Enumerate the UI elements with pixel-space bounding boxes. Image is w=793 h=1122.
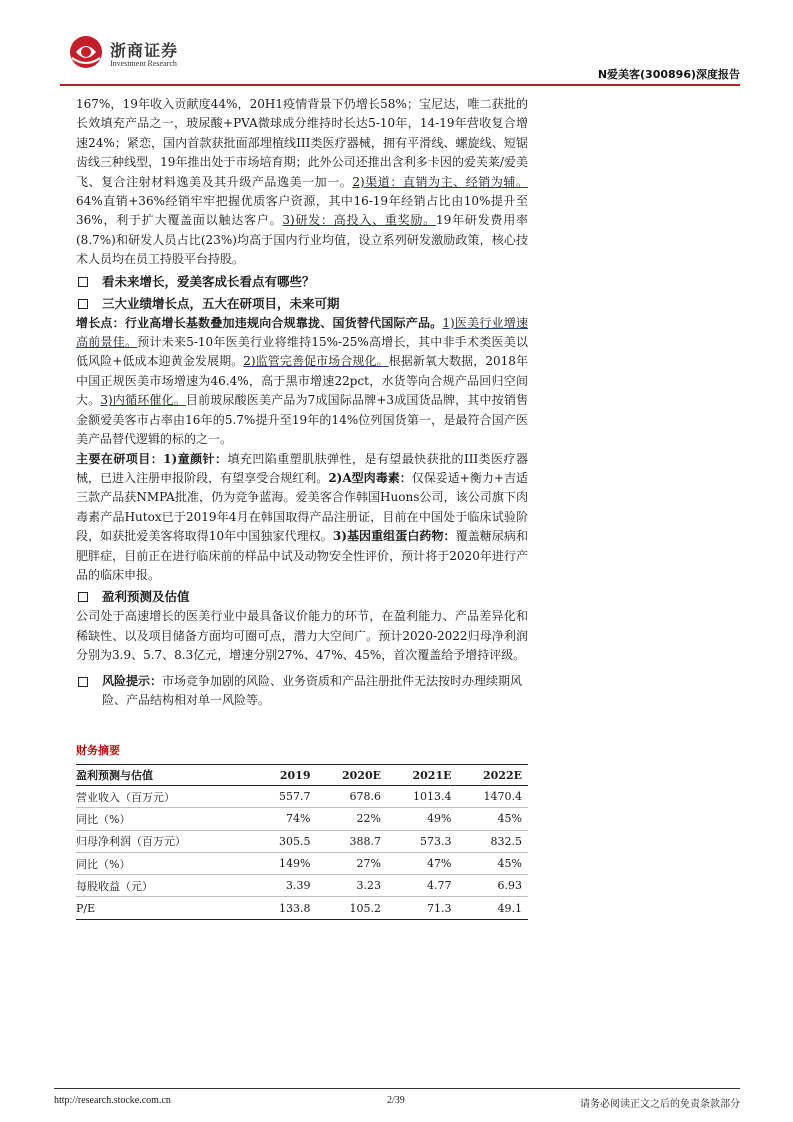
paragraph-products (76, 95, 528, 270)
underlined-point: 3)研发：高投入、重奖励。 (282, 213, 437, 228)
table-cell: P/E (76, 897, 258, 919)
table-row (76, 830, 528, 852)
table-cell: 305.5 (258, 830, 317, 852)
table-cell: 71.3 (387, 897, 458, 919)
table-cell: 45% (457, 852, 528, 874)
footer-disclaimer: 请务必阅读正文之后的免责条款部分 (580, 1099, 740, 1110)
text-segment: 19年研发费用率(8.7%)和研发人员占比(23%)均高于国内行业均值，设立系列研发激励政策，核心技术人员均在员工持股平台持股。 (76, 213, 528, 267)
table-row (76, 808, 528, 830)
financial-summary-title: 财务摘要 (76, 744, 120, 757)
table-cell: 45% (457, 808, 528, 830)
table-row (76, 897, 528, 919)
company-name-en: Investment Research (110, 59, 177, 68)
lead-text: 2)A型肉毒素： (328, 470, 412, 485)
table-cell: 归母净利润（百万元） (76, 830, 258, 852)
text-segment: 64%直销+36%经销牢牢把握优质客户资源，其中16-19年经销占比由10%提升至36%，利于扩大覆盖面以触达客户。 (76, 194, 528, 228)
table-cell: 47% (387, 852, 458, 874)
table-cell: 49% (387, 808, 458, 830)
footer-divider (54, 1088, 740, 1089)
text-segment: 覆盖糖尿病和肥胖症，目前正在进行临床前的样品中试及动物安全性评价，预计将于2020年进行产品的临床申报。 (76, 529, 528, 582)
text-segment: 填充凹陷重塑肌肤弹性，是有望最快获批的III类医疗器械，已进入注册申报阶段，有望享受合规红利。 (76, 451, 529, 485)
table-cell: 149% (258, 852, 317, 874)
checkbox-bullet-icon (78, 277, 88, 287)
underlined-point: 1)医美行业增速高前景佳。 (76, 315, 528, 350)
report-body (76, 95, 528, 710)
table-row (76, 786, 528, 808)
risk-text: 市场竞争加剧的风险、业务资质和产品注册批件无法按时办理续期风险、产品结构相对单一风险等。 (102, 673, 523, 707)
checkbox-bullet-icon (78, 299, 88, 309)
column-header: 2021E (387, 765, 458, 786)
text-segment: 目前玻尿酸医美产品为7成国际品牌+3成国货品牌，其中按销售金额爱美客市占率由16年的5.7%提升至19年的14%位列国货第一，是最符合国产医美产品替代逻辑的标的之一。 (76, 393, 528, 447)
page-number: 2/39 (387, 1095, 405, 1106)
checkbox-bullet-icon (78, 677, 88, 687)
risk-label: 风险提示： (102, 673, 163, 688)
table-cell: 3.23 (316, 875, 387, 897)
section-heading (76, 587, 528, 607)
underlined-point: 3)内循环催化。 (100, 393, 186, 408)
table-cell: 1470.4 (457, 786, 528, 808)
table-cell: 1013.4 (387, 786, 458, 808)
zheshang-logo-icon (68, 34, 104, 70)
text-segment: 根据新氧大数据，2018年中国正规医美市场增速为46.4%，高于黑市增速22pct，水货等向合规产品回归空间大。 (76, 354, 528, 408)
table-row (76, 875, 528, 897)
financial-table (76, 764, 528, 920)
lead-text: 主要在研项目：1)童颜针： (76, 451, 228, 466)
section-heading (76, 294, 528, 314)
page-header (60, 30, 740, 82)
risk-note (76, 672, 528, 711)
table-cell: 832.5 (457, 830, 528, 852)
company-name-cn: 浙商证券 (110, 41, 179, 60)
table-cell: 105.2 (316, 897, 387, 919)
column-header: 2022E (457, 765, 528, 786)
column-header: 2019 (258, 765, 317, 786)
table-cell: 557.7 (258, 786, 317, 808)
table-cell: 3.39 (258, 875, 317, 897)
footer-url-link[interactable]: http://research.stocke.com.cn (54, 1095, 171, 1106)
text-segment: 167%，19年收入贡献度44%，20H1疫情背景下仍增长58%；宝尼达，唯二获批的长效填充产品之一，玻尿酸+PVA微球成分维持时长达5-10年，14-19年营收复合增速24%；紧恋，国内首款获批面部埋植线III类医疗器械，拥有平滑线、螺旋线、短锯齿线三种线型，19年推出处于市场培育期；此外公司还推出含利多卡因的爱芙莱/爱美飞、复合注射材料逸美及其升级产品逸美一加一。 (76, 97, 528, 189)
table-cell: 74% (258, 808, 317, 830)
header-divider (60, 84, 740, 86)
table-cell: 573.3 (387, 830, 458, 852)
lead-text: 增长点：行业高增长基数叠加违规向合规靠拢、国货替代国际产品。 (76, 315, 443, 330)
heading-text: 三大业绩增长点，五大在研项目，未来可期 (102, 295, 340, 311)
table-cell: 同比（%） (76, 808, 258, 830)
paragraph-pipeline (76, 450, 528, 586)
table-cell: 营业收入（百万元） (76, 786, 258, 808)
column-header: 2020E (316, 765, 387, 786)
checkbox-bullet-icon (78, 592, 88, 602)
table-row (76, 852, 528, 874)
text-segment: 仅保妥适+衡力+吉适三款产品获NMPA批准，仍为竞争蓝海。爱美客合作韩国Huons公司，该公司旗下肉毒素产品Hutox已于2019年4月在韩国取得产品注册证，目前在中国处于临床试验阶段，如获批爱美客将取得10年中国独家代理权。 (76, 470, 528, 544)
heading-text: 盈利预测及估值 (102, 589, 190, 605)
column-header: 盈利预测与估值 (76, 765, 258, 786)
section-heading (76, 272, 528, 292)
table-cell: 678.6 (316, 786, 387, 808)
table-cell: 388.7 (316, 830, 387, 852)
table-header-row (76, 765, 528, 786)
report-title: N爱美客(300896)深度报告 (597, 68, 740, 81)
text-segment: 预计未来5-10年医美行业将维持15%-25%高增长，其中非手术类医美以低风险+低成本迎黄金发展期。 (76, 335, 528, 369)
table-cell: 49.1 (457, 897, 528, 919)
table-cell: 4.77 (387, 875, 458, 897)
table-cell: 同比（%） (76, 852, 258, 874)
heading-text: 看未来增长，爱美客成长看点有哪些？ (102, 273, 315, 289)
table-cell: 22% (316, 808, 387, 830)
table-cell: 6.93 (457, 875, 528, 897)
underlined-point: 2)渠道：直销为主、经销为辅。 (352, 174, 528, 189)
table-cell: 27% (316, 852, 387, 874)
paragraph-growth (76, 314, 528, 450)
underlined-point: 2)监管完善促市场合规化。 (243, 354, 389, 369)
table-cell: 133.8 (258, 897, 317, 919)
paragraph-forecast: 公司处于高速增长的医美行业中最具备议价能力的环节，在盈利能力、产品差异化和稀缺性、以及项目储备方面均可圈可点，潜力大空间广。预计2020-2022归母净利润分别为3.9、5.7、8.3亿元，增速分别27%、47%、45%，首次覆盖给予增持评级。 (76, 609, 528, 663)
lead-text: 3)基因重组蛋白药物： (332, 529, 456, 544)
table-cell: 每股收益（元） (76, 875, 258, 897)
